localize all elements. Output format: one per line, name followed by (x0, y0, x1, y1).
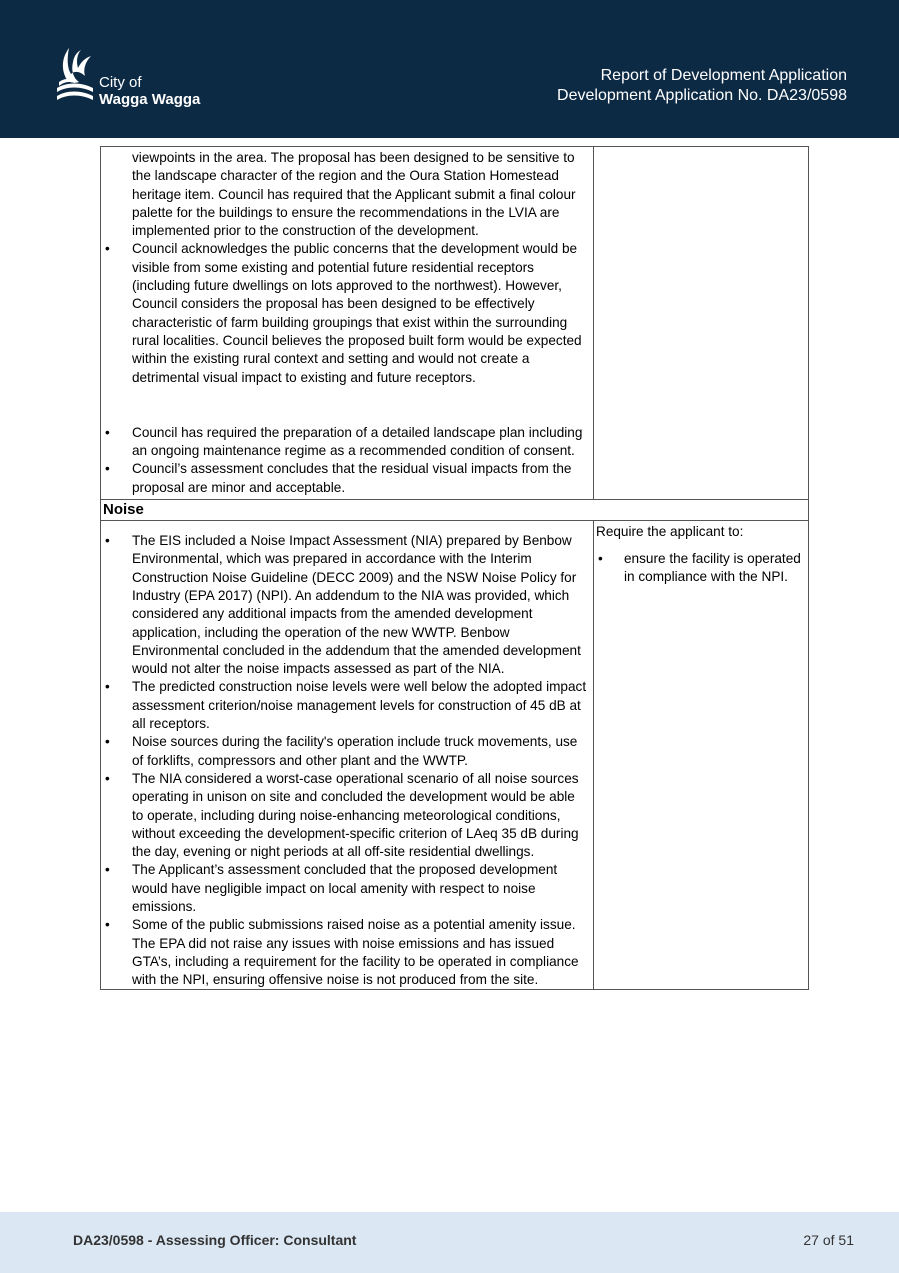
bullet-glyph: • (105, 917, 110, 933)
continued-paragraph: viewpoints in the area. The proposal has been designed to be sensitive to the landscape character of the region and the Oura Station Homestead heritage item. Council has required that the Applicant submit a final colour palette for the buildings to ensure the recommendations in the LVIA are implemented prior to the construction of the development. (132, 150, 576, 239)
list-item-text: Council’s assessment concludes that the residual visual impacts from the proposal are minor and acceptable. (132, 461, 572, 495)
report-title (557, 66, 847, 106)
list-item-text: Noise sources during the facility's operation include truck movements, use of forklifts, compressors and other plant and the WWTP. (132, 734, 578, 768)
list-item (101, 424, 593, 461)
page-header (0, 0, 899, 138)
page-number: 27 of 51 (803, 1232, 854, 1248)
table-row-heading (101, 500, 809, 521)
list-item (101, 678, 593, 733)
list-item-text: The EIS included a Noise Impact Assessment (NIA) prepared by Benbow Environmental, which was prepared in accordance with the Interim Construction Noise Guideline (DECC 2009) and the NSW Noise Policy for Industry (EPA 2017) (NPI). An addendum to the NIA was provided, which considered any additional impacts from the amended development application, including the operation of the new WWTP. Benbow Environmental concluded in the addendum that the amended development would not alter the noise impacts assessed as part of the NIA. (132, 533, 581, 677)
noise-requirement-cell (594, 521, 809, 990)
bullet-glyph: • (105, 679, 110, 695)
spacer (101, 387, 593, 424)
table-row-noise (101, 521, 809, 990)
list-item (101, 861, 593, 916)
list-item (101, 532, 593, 678)
bullet-glyph: • (105, 241, 110, 257)
list-item-text: ensure the facility is operated in compliance with the NPI. (624, 551, 801, 585)
list-item-text: Some of the public submissions raised noise as a potential amenity issue. The EPA did not raise any issues with noise emissions and has issued GTA’s, including a requirement for the facility to be operated in compliance with the NPI, ensuring offensive noise is not produced from the site. (132, 917, 579, 988)
bullet-glyph: • (105, 461, 110, 477)
list-item-text: The Applicant’s assessment concluded that the proposed development would have negligible impact on local amenity with respect to noise emissions. (132, 862, 558, 914)
list-item (101, 460, 593, 497)
table-row-visual (101, 147, 809, 500)
bullet-glyph: • (105, 862, 110, 878)
visual-requirement-cell (594, 147, 809, 500)
list-item-text: The predicted construction noise levels were well below the adopted impact assessment criterion/noise management levels for construction of 45 dB at all receptors. (132, 679, 587, 732)
list-item (101, 240, 593, 386)
bullet-glyph: • (105, 770, 110, 786)
list-item (101, 733, 593, 770)
city-logo-icon (55, 44, 95, 106)
logo-text (99, 74, 200, 108)
report-title-line-1: Report of Development Application (600, 67, 847, 84)
list-item (101, 916, 593, 989)
noise-bullet-list (101, 521, 593, 989)
list-item-text: The NIA considered a worst-case operational scenario of all noise sources operating in unison on site and concluded the development would be able to operate, including during noise-enhancing meteorological conditions, without exceeding the development-specific criterion of LAeq 35 dB during the day, evening or night periods at all off-site residential dwellings. (132, 770, 579, 860)
bullet-glyph: • (105, 734, 110, 750)
requirement-list (594, 550, 808, 587)
assessment-table (100, 146, 809, 990)
visual-bullet-list (101, 240, 593, 497)
bullet-glyph: • (105, 533, 110, 549)
footer-document-reference: DA23/0598 - Assessing Officer: Consultant (73, 1232, 357, 1248)
list-item-text: Council acknowledges the public concerns that the development would be visible from some existing and potential future residential receptors (including future dwellings on lots approved to the northwest). However, Council considers the proposal has been designed to be effectively characteristic of farm building groupings that exist within the surrounding rural localities. Council believes the proposed built form would be expected within the existing rural context and setting and would not create a detrimental visual impact to existing and future receptors. (132, 241, 582, 385)
page-footer (0, 1212, 899, 1273)
bullet-glyph: • (105, 424, 110, 440)
list-item-text: Council has required the preparation of a detailed landscape plan including an ongoing maintenance regime as a recommended condition of consent. (132, 424, 583, 459)
logo-line-1: City of (99, 74, 142, 91)
bullet-glyph: • (598, 551, 603, 567)
requirement-intro: Require the applicant to: (596, 524, 744, 540)
visual-assessment-cell (101, 147, 594, 500)
report-title-line-2: Development Application No. DA23/0598 (557, 87, 847, 104)
list-item (101, 770, 593, 861)
list-item (594, 550, 808, 587)
noise-assessment-cell (101, 521, 594, 990)
section-heading-noise: Noise (101, 500, 809, 521)
logo-line-2: Wagga Wagga (99, 91, 201, 108)
